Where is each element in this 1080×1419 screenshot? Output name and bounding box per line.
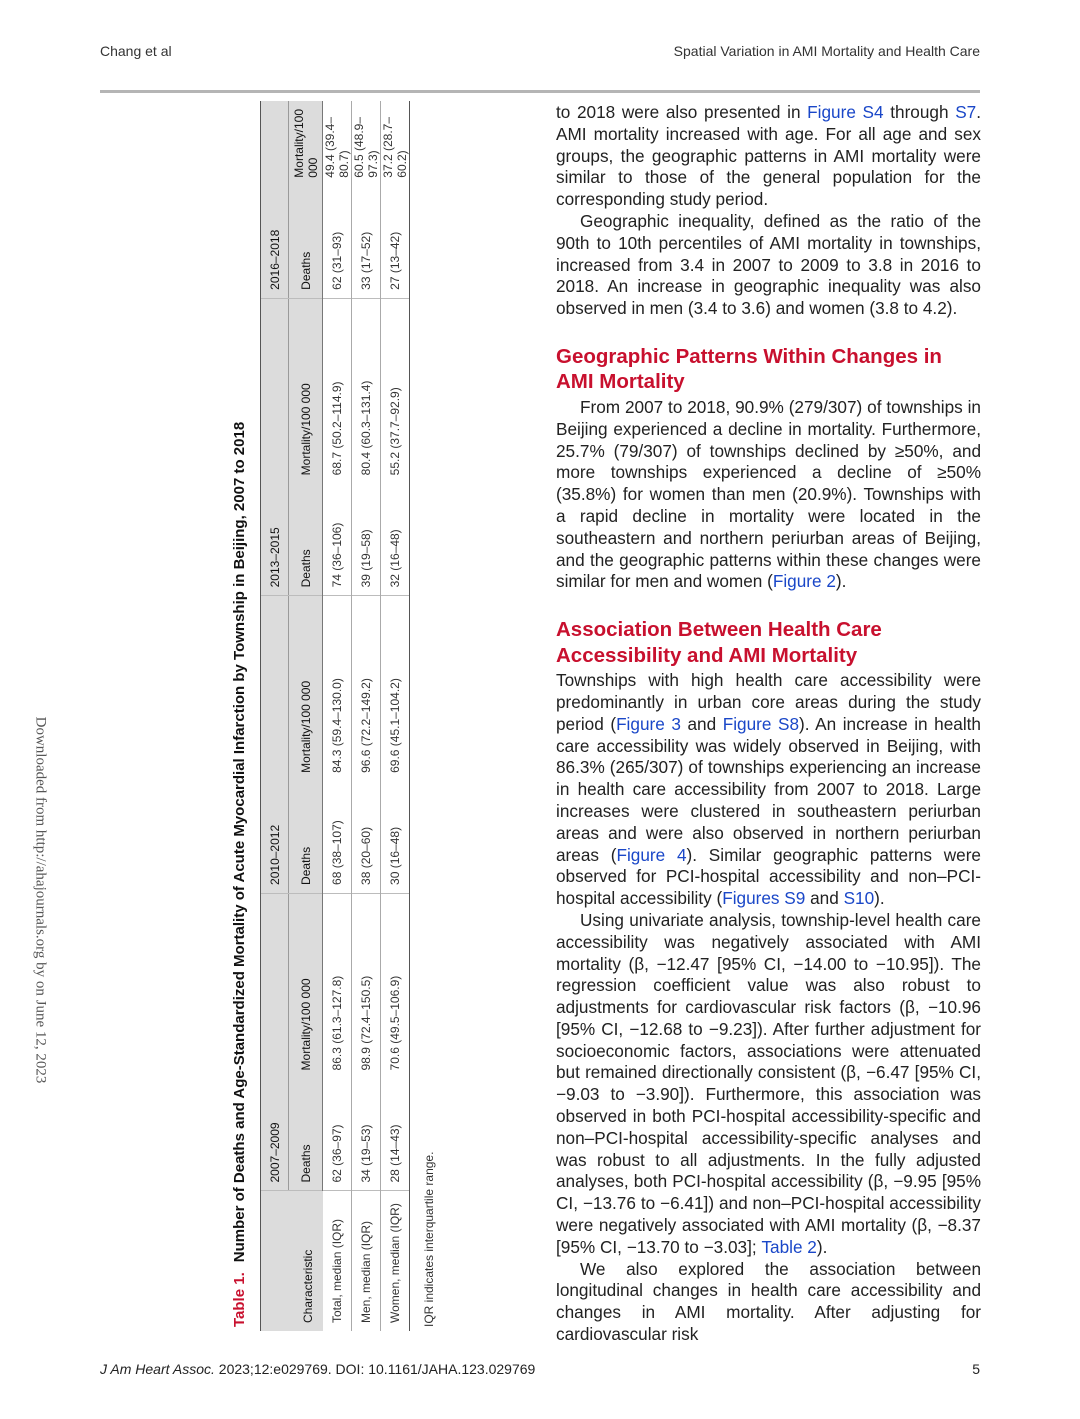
paragraph-text: ). (874, 888, 885, 909)
table-subheader-row (289, 101, 323, 1331)
paragraph-text: and (805, 888, 844, 909)
paragraph-text: ). (816, 1236, 828, 1257)
table-period-row (261, 101, 289, 1331)
table-cell: 62 (31–93) (323, 186, 352, 299)
journal-name: J Am Heart Assoc. (100, 1361, 215, 1377)
deaths-header: Deaths (289, 781, 323, 894)
table-1 (260, 101, 410, 1331)
table-cell: 37.2 (28.7–60.2) (381, 101, 410, 186)
paragraph (556, 397, 981, 593)
paragraph-text: ). An increase in health care accessibility was widely observed in Beijing, with 86.3% (265/307) of townships experiencing an increase in health care accessibility from 2007 to 2018. Large increases were clustered in southeastern periurban areas and were also observed in northern periurban areas ( (556, 713, 981, 865)
row-label: Total, median (IQR) (323, 1191, 352, 1331)
paragraph (556, 910, 981, 1259)
table-label: Table 1. (231, 1272, 248, 1327)
reference-link[interactable]: Figure 4 (616, 844, 687, 865)
citation-text: 2023;12:e029769. DOI: 10.1161/JAHA.123.029769 (214, 1361, 536, 1377)
paragraph-text: From 2007 to 2018, 90.9% (279/307) of townships in Beijing experienced a decline in mortality. Furthermore, 25.7% (79/307) of townships declined by ≥50%, and more townships experienced a decline of ≥50% (35.8%) for women than men (20.9%). Townships with a rapid decline in mortality were located in the southeastern and northern periurban areas of Beijing, and the geographic patterns within these changes were similar for men and women ( (556, 396, 981, 592)
deaths-header: Deaths (289, 483, 323, 596)
paragraph-text: through (883, 102, 956, 122)
text-column (556, 102, 981, 1346)
table-cell: 39 (19–58) (352, 483, 381, 596)
reference-link[interactable]: S7 (955, 102, 977, 122)
table-cell: 34 (19–53) (352, 1078, 381, 1191)
period-header: 2010–2012 (261, 596, 289, 894)
reference-link[interactable]: Figure S4 (807, 102, 884, 122)
table-cell: 33 (17–52) (352, 186, 381, 299)
deaths-header: Deaths (289, 186, 323, 299)
paragraph-text: Using univariate analysis, township-level health care accessibility was negatively associated with AMI mortality (β, −12.47 [95% CI, −14.00 to −10.95]). The regression coefficient value was also robust to adjustments for cardiovascular risk factors (β, −10.96 [95% CI, −12.68 to −9.23]). After further adjustment for socioeconomic factors, associations were attenuated but remained directionally consistent (β, −6.47 [95% CI, −9.03 to −3.90]). Furthermore, this association was observed in both PCI-hospital accessibility-specific and non–PCI-hospital accessibility-specific analyses and was robust to all adjustments. In the fully adjusted analyses, both PCI-hospital accessibility (β, −9.95 [95% CI, −13.76 to −6.41]) and non–PCI-hospital accessibility were negatively associated with AMI mortality (β, −8.37 [95% CI, −13.70 to −3.03]; (556, 909, 981, 1257)
period-header: 2007–2009 (261, 893, 289, 1191)
table-row (323, 101, 352, 1331)
paragraph-text: ). (835, 571, 847, 592)
paragraph-text: ). Similar geographic patterns were observed for PCI-hospital accessibility and non–PCI-hospital accessibility ( (556, 844, 981, 909)
table-cell: 70.6 (49.5–106.9) (381, 893, 410, 1078)
table-title: Number of Deaths and Age-Standardized Mortality of Acute Myocardial Infarction by Township in Beijing, 2007 to 2018 (231, 421, 248, 1263)
row-label: Women, median (IQR) (381, 1191, 410, 1331)
running-header-title: Spatial Variation in AMI Mortality and Health Care (673, 43, 980, 59)
reference-link[interactable]: Table 2 (761, 1236, 817, 1257)
table-cell: 55.2 (37.7–92.9) (381, 298, 410, 483)
table-caption (228, 101, 252, 1331)
paragraph (556, 102, 981, 211)
reference-link[interactable]: Figures S9 (722, 888, 806, 909)
table-cell: 69.6 (45.1–104.2) (381, 596, 410, 781)
table-cell: 32 (16–48) (381, 483, 410, 596)
paragraph-text: We also explored the association between longitudinal changes in health care accessibility and changes in AMI mortality. After adjusting for cardiovascular risk (556, 1258, 981, 1345)
table-cell: 86.3 (61.3–127.8) (323, 893, 352, 1078)
reference-link[interactable]: Figure 3 (616, 713, 681, 734)
paragraph-text: Townships with high health care accessibility were predominantly in urban core areas during the study period ( (556, 670, 981, 734)
paragraph-text: . AMI mortality increased with age. For all age and sex groups, the geographic patterns in AMI mortality were similar to those of the general population for the corresponding study period. (556, 102, 982, 210)
table-cell: 68 (38–107) (323, 781, 352, 894)
header-rule (100, 90, 980, 93)
paragraph-text: to 2018 were also presented in (556, 102, 808, 122)
row-label: Men, median (IQR) (352, 1191, 381, 1331)
table-cell: 96.6 (72.2–149.2) (352, 596, 381, 781)
section-heading: Association Between Health Care Accessibility and AMI Mortality (556, 618, 882, 667)
period-header: 2013–2015 (261, 298, 289, 596)
mortality-header: Mortality/100 000 (289, 101, 323, 186)
table-cell: 27 (13–42) (381, 186, 410, 299)
table-cell: 80.4 (60.3–131.4) (352, 298, 381, 483)
table-cell: 49.4 (39.4–80.7) (323, 101, 352, 186)
paragraph-text: and (680, 713, 723, 734)
reference-link[interactable]: Figure S8 (722, 713, 800, 734)
page-number: 5 (972, 1361, 980, 1377)
table-cell: 60.5 (48.9–97.3) (352, 101, 381, 186)
table-row (352, 101, 381, 1331)
table-cell: 74 (36–106) (323, 483, 352, 596)
paragraph (556, 1259, 981, 1346)
table-1-block (228, 101, 436, 1331)
table-cell: 38 (20–60) (352, 781, 381, 894)
table-cell: 68.7 (50.2–114.9) (323, 298, 352, 483)
section-heading: Geographic Patterns Within Changes in AMI Mortality (556, 344, 942, 394)
reference-link[interactable]: S10 (843, 888, 875, 909)
paragraph (556, 211, 981, 320)
deaths-header: Deaths (289, 1078, 323, 1191)
reference-link[interactable]: Figure 2 (772, 571, 836, 592)
footer-citation (100, 1361, 535, 1377)
characteristic-header: Characteristic (261, 1191, 323, 1331)
table-cell: 62 (36–97) (323, 1078, 352, 1191)
period-header: 2016–2018 (261, 101, 289, 298)
table-footnote: IQR indicates interquartile range. (422, 1151, 436, 1327)
paragraph-text: Geographic inequality, defined as the ratio of the 90th to 10th percentiles of AMI mortality in townships, increased from 3.4 in 2007 to 2009 to 3.8 in 2016 to 2018. An increase in geographic inequality was also observed in men (3.4 to 3.6) and women (3.8 to 4.2). (556, 210, 981, 319)
paragraph (556, 670, 981, 910)
mortality-header: Mortality/100 000 (289, 596, 323, 781)
table-row (381, 101, 410, 1331)
table-cell: 28 (14–43) (381, 1078, 410, 1191)
mortality-header: Mortality/100 000 (289, 298, 323, 483)
table-cell: 98.9 (72.4–150.5) (352, 893, 381, 1078)
table-cell: 84.3 (59.4–130.0) (323, 596, 352, 781)
download-note-text: Downloaded from http://ahajournals.org by on June 12, 2023 (32, 716, 49, 1084)
running-header-author: Chang et al (100, 43, 172, 59)
table-cell: 30 (16–48) (381, 781, 410, 894)
mortality-header: Mortality/100 000 (289, 893, 323, 1078)
